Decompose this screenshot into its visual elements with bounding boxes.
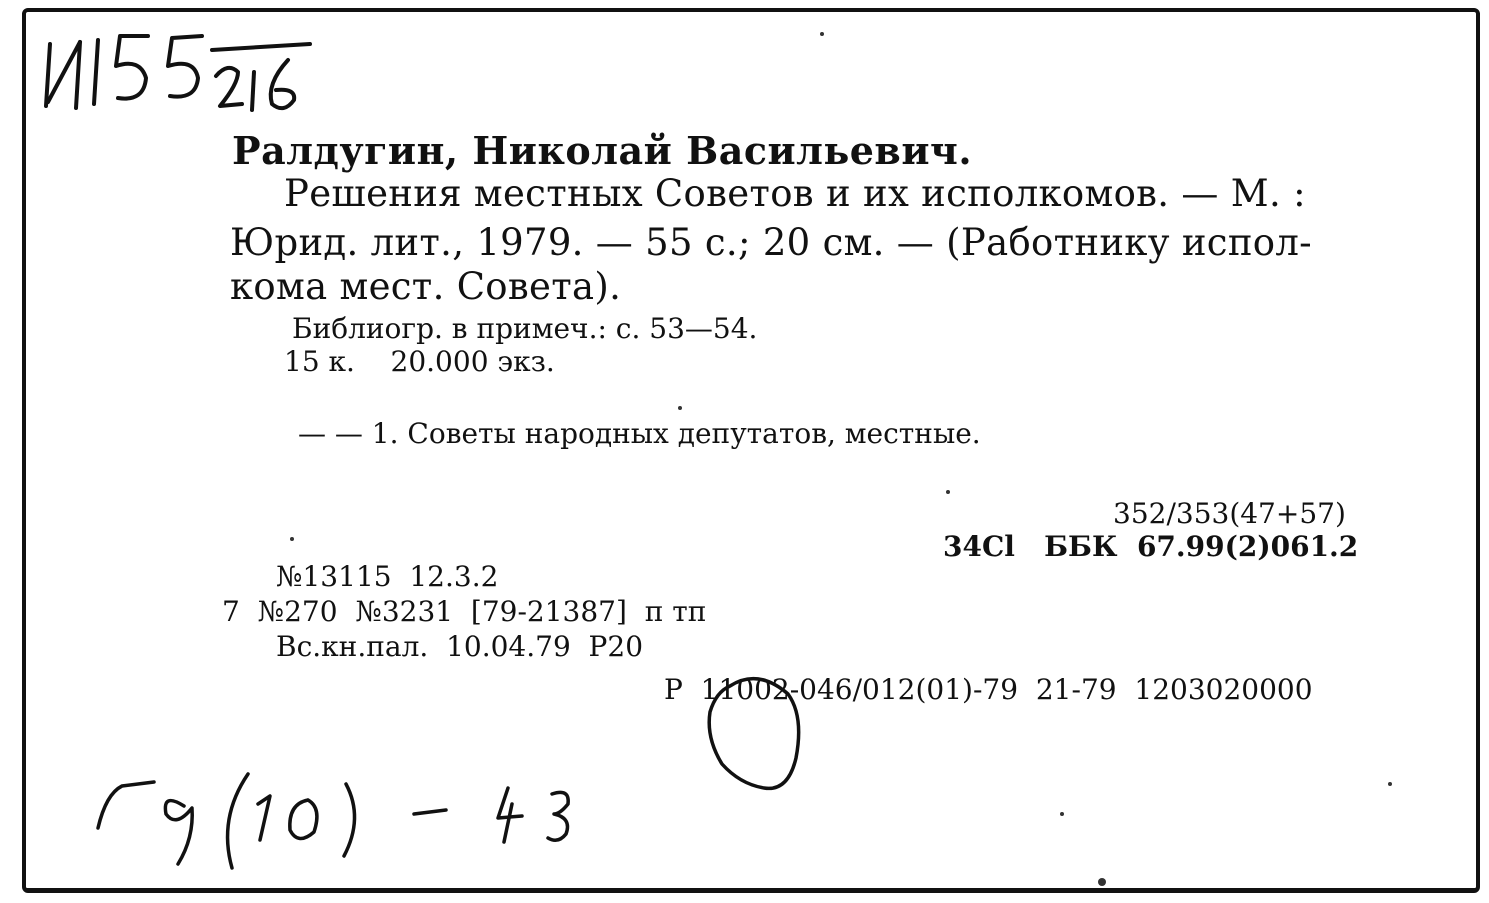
title-line-3: кома мест. Совета). bbox=[230, 265, 622, 308]
order-line: 7 №270 №3231 [79-21387] п тп bbox=[222, 595, 707, 628]
speck bbox=[678, 406, 682, 410]
book-chamber-line: Вс.кн.пал. 10.04.79 Р20 bbox=[276, 630, 644, 663]
record-number: №13115 12.3.2 bbox=[276, 560, 499, 593]
speck bbox=[1098, 878, 1106, 886]
title-line-2: Юрид. лит., 1979. — 55 с.; 20 см. — (Работнику испол- bbox=[230, 221, 1312, 264]
handwritten-shelfmark bbox=[40, 14, 320, 114]
udc-index: 352/353(47+57) bbox=[1113, 497, 1346, 530]
bottom-code-strokes bbox=[92, 748, 612, 878]
shelfmark-strokes bbox=[40, 14, 320, 114]
price-circulation: 15 к. 20.000 экз. bbox=[284, 345, 555, 378]
publisher-code: Р 11002-046/012(01)-79 21-79 1203020000 bbox=[664, 673, 1313, 706]
speck bbox=[1060, 812, 1064, 816]
bbk-index: 34Cl ББК 67.99(2)061.2 bbox=[943, 530, 1359, 563]
author-heading: Ралдугин, Николай Васильевич. bbox=[232, 128, 973, 173]
speck bbox=[1388, 782, 1392, 786]
speck bbox=[290, 537, 294, 541]
bibliography-note: Библиогр. в примеч.: с. 53—54. bbox=[292, 312, 758, 345]
speck bbox=[820, 32, 824, 36]
speck bbox=[946, 490, 950, 494]
title-line-1: Решения местных Советов и их исполкомов. — М. : bbox=[284, 172, 1306, 215]
oval-stroke bbox=[700, 668, 810, 808]
drawn-oval-mark bbox=[700, 668, 810, 808]
subject-heading: — — 1. Советы народных депутатов, местные. bbox=[298, 417, 981, 450]
handwritten-bottom-code bbox=[92, 748, 612, 878]
